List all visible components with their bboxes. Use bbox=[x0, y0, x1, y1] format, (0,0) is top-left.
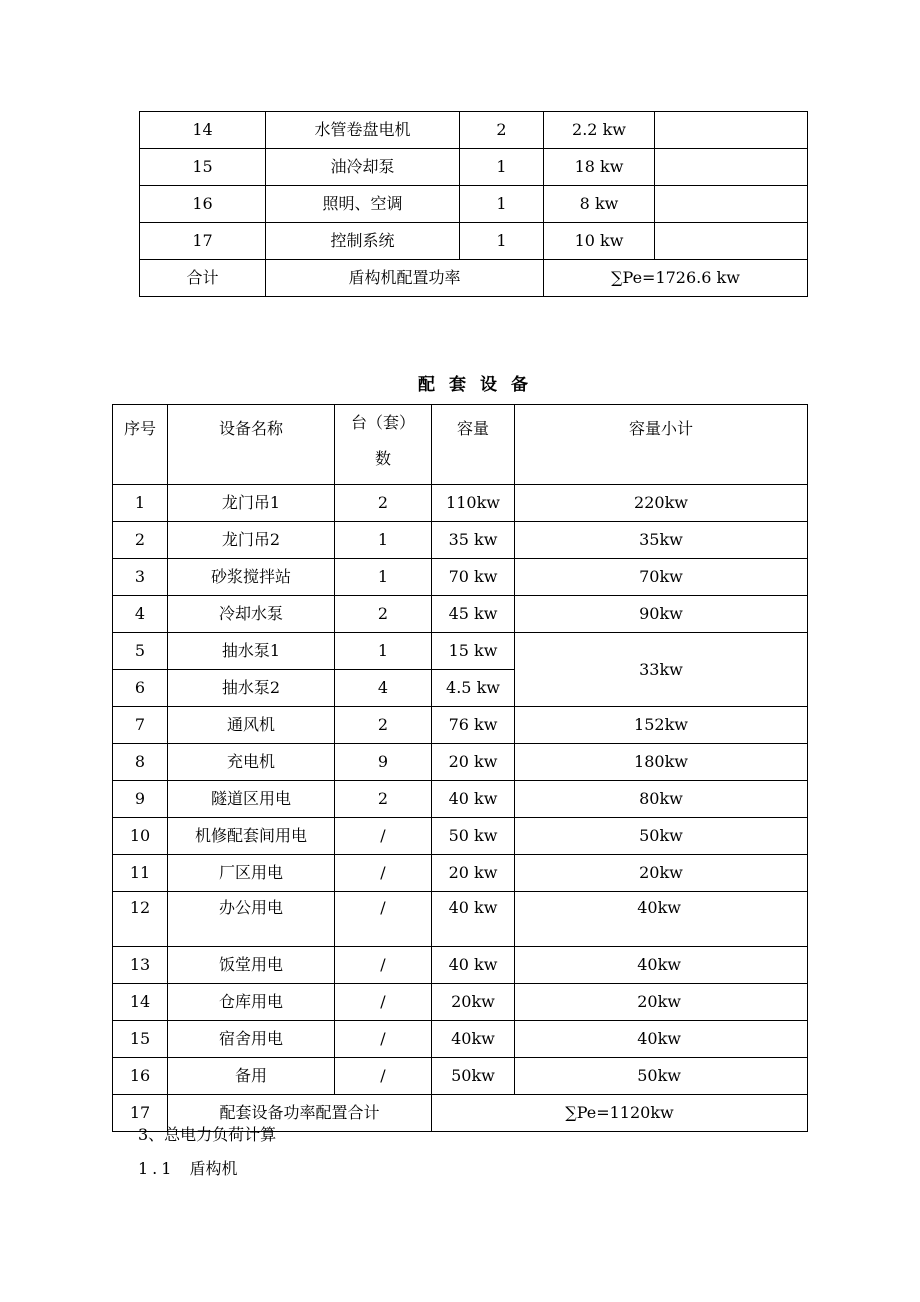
row-no: 15 bbox=[113, 1021, 168, 1058]
capacity-subtotal: 40kw bbox=[515, 892, 808, 947]
equipment-name: 砂浆搅拌站 bbox=[168, 559, 335, 596]
capacity-subtotal: 50kw bbox=[515, 1058, 808, 1095]
equipment-name: 照明、空调 bbox=[266, 186, 460, 223]
table-row bbox=[140, 149, 808, 186]
table-row bbox=[113, 1058, 808, 1095]
total-name: 盾构机配置功率 bbox=[266, 260, 544, 297]
extra bbox=[655, 186, 808, 223]
quantity: / bbox=[335, 984, 432, 1021]
table-row bbox=[140, 186, 808, 223]
quantity: 1 bbox=[335, 559, 432, 596]
equipment-name: 机修配套间用电 bbox=[168, 818, 335, 855]
quantity: 2 bbox=[460, 112, 544, 149]
table-row bbox=[113, 559, 808, 596]
header-qty bbox=[335, 405, 432, 485]
capacity: 20kw bbox=[432, 984, 515, 1021]
header-name: 设备名称 bbox=[168, 405, 335, 485]
row-no: 8 bbox=[113, 744, 168, 781]
quantity: / bbox=[335, 818, 432, 855]
table-row bbox=[113, 781, 808, 818]
quantity: 1 bbox=[335, 522, 432, 559]
shield-machine-power-table bbox=[139, 111, 808, 297]
capacity: 35 kw bbox=[432, 522, 515, 559]
equipment-name: 抽水泵2 bbox=[168, 670, 335, 707]
extra bbox=[655, 223, 808, 260]
row-no: 3 bbox=[113, 559, 168, 596]
capacity-subtotal: 220kw bbox=[515, 485, 808, 522]
quantity: 2 bbox=[335, 596, 432, 633]
equipment-name: 龙门吊1 bbox=[168, 485, 335, 522]
capacity: 8 kw bbox=[544, 186, 655, 223]
equipment-name: 备用 bbox=[168, 1058, 335, 1095]
total-row bbox=[140, 260, 808, 297]
capacity-subtotal: 33kw bbox=[515, 633, 808, 707]
section-number: 1.1 bbox=[138, 1159, 176, 1178]
equipment-name: 水管卷盘电机 bbox=[266, 112, 460, 149]
capacity: 110kw bbox=[432, 485, 515, 522]
capacity: 4.5 kw bbox=[432, 670, 515, 707]
equipment-name: 办公用电 bbox=[168, 892, 335, 947]
capacity: 76 kw bbox=[432, 707, 515, 744]
row-no: 17 bbox=[113, 1095, 168, 1132]
capacity: 20 kw bbox=[432, 855, 515, 892]
capacity: 50 kw bbox=[432, 818, 515, 855]
header-qty-line1: 台（套） bbox=[350, 413, 415, 432]
quantity: 1 bbox=[460, 186, 544, 223]
total-name: 配套设备功率配置合计 bbox=[168, 1095, 432, 1132]
quantity: 2 bbox=[335, 781, 432, 818]
row-no: 2 bbox=[113, 522, 168, 559]
row-no: 12 bbox=[113, 892, 168, 947]
equipment-name: 抽水泵1 bbox=[168, 633, 335, 670]
row-no: 13 bbox=[113, 947, 168, 984]
quantity: / bbox=[335, 1058, 432, 1095]
equipment-name: 仓库用电 bbox=[168, 984, 335, 1021]
capacity-subtotal: 40kw bbox=[515, 1021, 808, 1058]
capacity: 45 kw bbox=[432, 596, 515, 633]
row-no: 9 bbox=[113, 781, 168, 818]
capacity: 18 kw bbox=[544, 149, 655, 186]
capacity: 40 kw bbox=[432, 947, 515, 984]
quantity: 9 bbox=[335, 744, 432, 781]
table-row bbox=[113, 633, 808, 670]
row-no: 10 bbox=[113, 818, 168, 855]
row-no: 16 bbox=[140, 186, 266, 223]
quantity: 2 bbox=[335, 707, 432, 744]
header-qty-line2: 数 bbox=[374, 449, 391, 468]
capacity: 10 kw bbox=[544, 223, 655, 260]
quantity: 2 bbox=[335, 485, 432, 522]
table-row bbox=[113, 818, 808, 855]
table-row bbox=[113, 1021, 808, 1058]
capacity: 2.2 kw bbox=[544, 112, 655, 149]
equipment-name: 冷却水泵 bbox=[168, 596, 335, 633]
table-row bbox=[113, 596, 808, 633]
quantity: / bbox=[335, 892, 432, 947]
header-capacity: 容量 bbox=[432, 405, 515, 485]
equipment-name: 控制系统 bbox=[266, 223, 460, 260]
capacity: 50kw bbox=[432, 1058, 515, 1095]
capacity-subtotal: 80kw bbox=[515, 781, 808, 818]
extra bbox=[655, 112, 808, 149]
quantity: 1 bbox=[460, 223, 544, 260]
table-header bbox=[113, 405, 808, 485]
table-row bbox=[113, 707, 808, 744]
total-value: ∑Pe=1726.6 kw bbox=[544, 260, 808, 297]
equipment-name: 隧道区用电 bbox=[168, 781, 335, 818]
capacity-subtotal: 152kw bbox=[515, 707, 808, 744]
row-no: 4 bbox=[113, 596, 168, 633]
row-no: 15 bbox=[140, 149, 266, 186]
table-row bbox=[113, 947, 808, 984]
equipment-name: 宿舍用电 bbox=[168, 1021, 335, 1058]
row-no: 5 bbox=[113, 633, 168, 670]
capacity-subtotal: 20kw bbox=[515, 855, 808, 892]
capacity-subtotal: 180kw bbox=[515, 744, 808, 781]
capacity: 15 kw bbox=[432, 633, 515, 670]
quantity: / bbox=[335, 947, 432, 984]
capacity-subtotal: 70kw bbox=[515, 559, 808, 596]
table-row bbox=[113, 855, 808, 892]
capacity-subtotal: 20kw bbox=[515, 984, 808, 1021]
capacity: 20 kw bbox=[432, 744, 515, 781]
table-row bbox=[113, 522, 808, 559]
equipment-name: 饭堂用电 bbox=[168, 947, 335, 984]
quantity: 4 bbox=[335, 670, 432, 707]
heading-total-load: 3、总电力负荷计算 bbox=[138, 1125, 277, 1144]
row-no: 7 bbox=[113, 707, 168, 744]
quantity: / bbox=[335, 1021, 432, 1058]
row-no: 16 bbox=[113, 1058, 168, 1095]
header-no: 序号 bbox=[113, 405, 168, 485]
supporting-equipment-table bbox=[112, 404, 808, 1132]
row-no: 17 bbox=[140, 223, 266, 260]
section-title: 配套设备 bbox=[418, 375, 542, 395]
equipment-name: 充电机 bbox=[168, 744, 335, 781]
quantity: 1 bbox=[460, 149, 544, 186]
row-no: 1 bbox=[113, 485, 168, 522]
capacity: 40 kw bbox=[432, 781, 515, 818]
quantity: / bbox=[335, 855, 432, 892]
quantity: 1 bbox=[335, 633, 432, 670]
row-no: 14 bbox=[113, 984, 168, 1021]
table-row bbox=[113, 485, 808, 522]
total-label: 合计 bbox=[140, 260, 266, 297]
heading-shield-machine bbox=[138, 1156, 237, 1179]
capacity-subtotal: 50kw bbox=[515, 818, 808, 855]
capacity-subtotal: 90kw bbox=[515, 596, 808, 633]
capacity: 70 kw bbox=[432, 559, 515, 596]
row-no: 11 bbox=[113, 855, 168, 892]
capacity: 40 kw bbox=[432, 892, 515, 947]
extra bbox=[655, 149, 808, 186]
table-row bbox=[140, 223, 808, 260]
capacity: 40kw bbox=[432, 1021, 515, 1058]
capacity-subtotal: 40kw bbox=[515, 947, 808, 984]
table-row bbox=[113, 744, 808, 781]
total-value: ∑Pe=1120kw bbox=[432, 1095, 808, 1132]
equipment-name: 厂区用电 bbox=[168, 855, 335, 892]
table-row bbox=[140, 112, 808, 149]
capacity-subtotal: 35kw bbox=[515, 522, 808, 559]
header-subtotal: 容量小计 bbox=[515, 405, 808, 485]
equipment-name: 油冷却泵 bbox=[266, 149, 460, 186]
table-row bbox=[113, 892, 808, 947]
row-no: 6 bbox=[113, 670, 168, 707]
equipment-name: 龙门吊2 bbox=[168, 522, 335, 559]
row-no: 14 bbox=[140, 112, 266, 149]
equipment-name: 通风机 bbox=[168, 707, 335, 744]
section-text: 盾构机 bbox=[189, 1159, 238, 1178]
table-row bbox=[113, 984, 808, 1021]
